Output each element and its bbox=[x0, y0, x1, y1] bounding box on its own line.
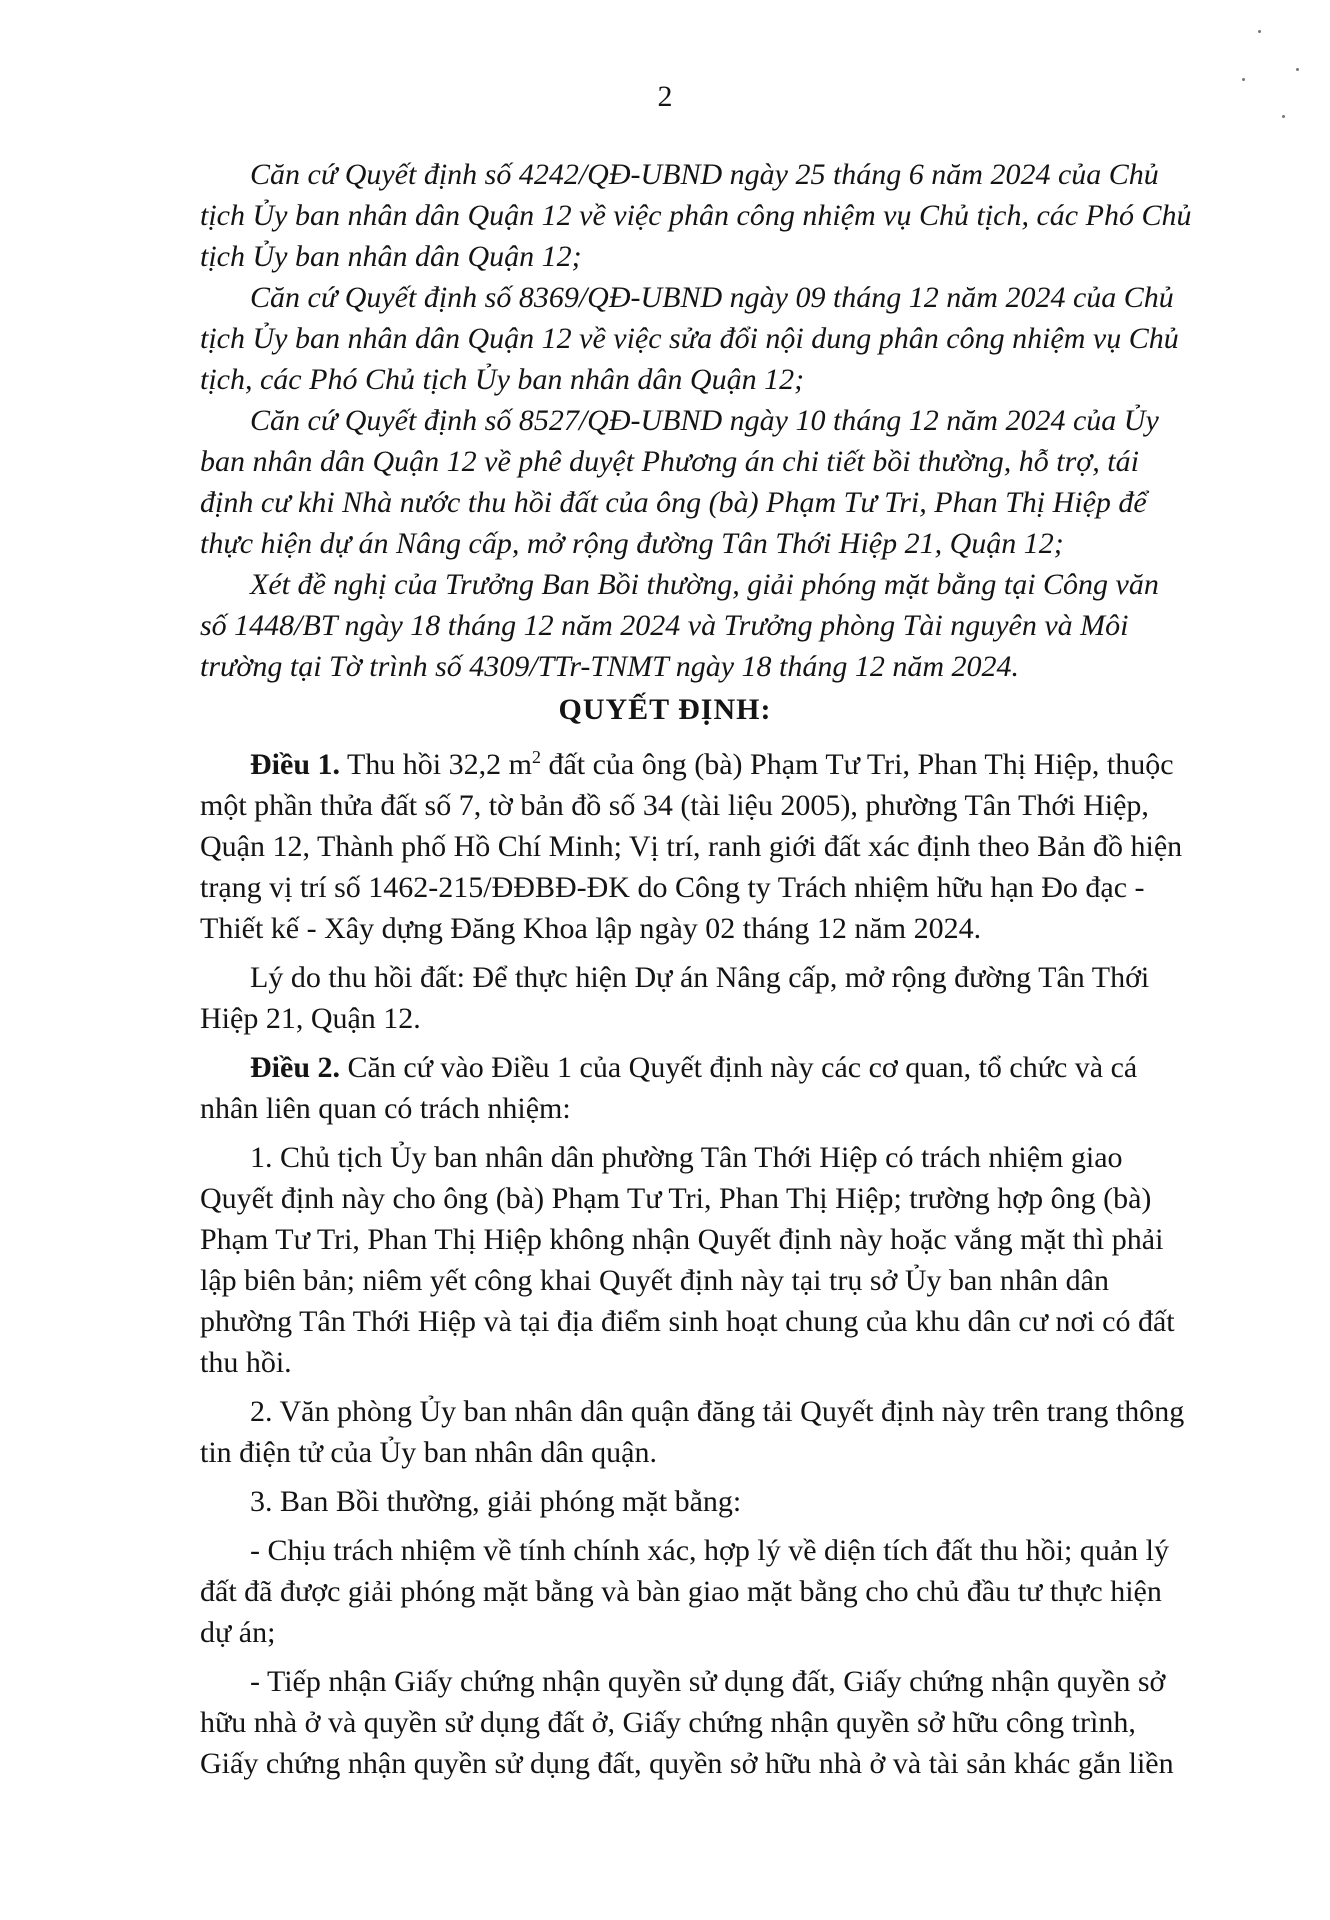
scan-speck bbox=[1258, 30, 1261, 33]
item-line: dự án; bbox=[200, 1616, 276, 1649]
dieu1-first-line bbox=[250, 745, 1174, 785]
cancu-line: tịch Ủy ban nhân dân Quận 12 về việc phân công nhiệm vụ Chủ tịch, các Phó Chủ bbox=[200, 199, 1192, 232]
dieu2-first-line bbox=[250, 1048, 1137, 1088]
item-line: hữu nhà ở và quyền sử dụng đất ở, Giấy chứng nhận quyền sở hữu công trình, bbox=[200, 1706, 1136, 1739]
item-line: đất đã được giải phóng mặt bằng và bàn giao mặt bằng cho chủ đầu tư thực hiện bbox=[200, 1575, 1162, 1608]
reason-line: Lý do thu hồi đất: Để thực hiện Dự án Nâng cấp, mở rộng đường Tân Thới bbox=[250, 961, 1150, 994]
item-line: phường Tân Thới Hiệp và tại địa điểm sinh hoạt chung của khu dân cư nơi có đất bbox=[200, 1305, 1175, 1338]
cancu-line: trường tại Tờ trình số 4309/TTr-TNMT ngày 18 tháng 12 năm 2024. bbox=[200, 650, 1020, 683]
cancu-line: tịch Ủy ban nhân dân Quận 12; bbox=[200, 240, 582, 273]
dieu1-text-pre: Thu hồi 32,2 m bbox=[340, 748, 532, 781]
item-line: 2. Văn phòng Ủy ban nhân dân quận đăng tải Quyết định này trên trang thông bbox=[250, 1395, 1185, 1428]
scan-speck bbox=[1282, 115, 1285, 118]
cancu-line: tịch Ủy ban nhân dân Quận 12 về việc sửa đổi nội dung phân công nhiệm vụ Chủ bbox=[200, 322, 1179, 355]
dieu2-label: Điều 2. bbox=[250, 1051, 340, 1084]
dieu2-line: nhân liên quan có trách nhiệm: bbox=[200, 1092, 571, 1125]
scan-speck bbox=[1242, 78, 1245, 81]
cancu-line: Xét đề nghị của Trưởng Ban Bồi thường, giải phóng mặt bằng tại Công văn bbox=[250, 568, 1159, 601]
item-line: thu hồi. bbox=[200, 1346, 292, 1379]
reason-line: Hiệp 21, Quận 12. bbox=[200, 1002, 421, 1035]
item-line: Giấy chứng nhận quyền sử dụng đất, quyền sở hữu nhà ở và tài sản khác gắn liền bbox=[200, 1747, 1174, 1780]
cancu-line: số 1448/BT ngày 18 tháng 12 năm 2024 và Trưởng phòng Tài nguyên và Môi bbox=[200, 609, 1129, 642]
item-line: Quyết định này cho ông (bà) Phạm Tư Tri, Phan Thị Hiệp; trường hợp ông (bà) bbox=[200, 1182, 1152, 1215]
item-line: lập biên bản; niêm yết công khai Quyết định này tại trụ sở Ủy ban nhân dân bbox=[200, 1264, 1109, 1297]
cancu-line: tịch, các Phó Chủ tịch Ủy ban nhân dân Quận 12; bbox=[200, 363, 805, 396]
cancu-line: Căn cứ Quyết định số 4242/QĐ-UBND ngày 25 tháng 6 năm 2024 của Chủ bbox=[250, 158, 1159, 191]
item-line: tin điện tử của Ủy ban nhân dân quận. bbox=[200, 1436, 657, 1469]
item-line: 3. Ban Bồi thường, giải phóng mặt bằng: bbox=[250, 1485, 742, 1518]
dieu1-line: Quận 12, Thành phố Hồ Chí Minh; Vị trí, ranh giới đất xác định theo Bản đồ hiện bbox=[200, 830, 1183, 863]
scan-speck bbox=[1296, 68, 1299, 71]
dieu1-line: trạng vị trí số 1462-215/ĐĐBĐ-ĐK do Công ty Trách nhiệm hữu hạn Đo đạc - bbox=[200, 871, 1145, 904]
cancu-line: ban nhân dân Quận 12 về phê duyệt Phương án chi tiết bồi thường, hỗ trợ, tái bbox=[200, 445, 1139, 478]
dieu1-line: Thiết kế - Xây dựng Đăng Khoa lập ngày 02 tháng 12 năm 2024. bbox=[200, 912, 982, 945]
item-line: 1. Chủ tịch Ủy ban nhân dân phường Tân Thới Hiệp có trách nhiệm giao bbox=[250, 1141, 1123, 1174]
dieu2-text: Căn cứ vào Điều 1 của Quyết định này các cơ quan, tổ chức và cá bbox=[340, 1051, 1138, 1084]
cancu-line: định cư khi Nhà nước thu hồi đất của ông (bà) Phạm Tư Tri, Phan Thị Hiệp để bbox=[200, 486, 1147, 519]
dieu1-text-post: đất của ông (bà) Phạm Tư Tri, Phan Thị Hiệp, thuộc bbox=[540, 748, 1174, 781]
decision-heading: QUYẾT ĐỊNH: bbox=[558, 693, 772, 726]
area-unit-superscript: 2 bbox=[531, 747, 541, 767]
page-number: 2 bbox=[657, 80, 673, 113]
cancu-line: Căn cứ Quyết định số 8369/QĐ-UBND ngày 09 tháng 12 năm 2024 của Chủ bbox=[250, 281, 1174, 314]
cancu-line: Căn cứ Quyết định số 8527/QĐ-UBND ngày 10 tháng 12 năm 2024 của Ủy bbox=[250, 404, 1159, 437]
cancu-line: thực hiện dự án Nâng cấp, mở rộng đường Tân Thới Hiệp 21, Quận 12; bbox=[200, 527, 1064, 560]
item-line: Phạm Tư Tri, Phan Thị Hiệp không nhận Quyết định này hoặc vắng mặt thì phải bbox=[200, 1223, 1164, 1256]
item-line: - Tiếp nhận Giấy chứng nhận quyền sử dụng đất, Giấy chứng nhận quyền sở bbox=[250, 1665, 1166, 1698]
dieu1-label: Điều 1. bbox=[250, 748, 340, 781]
dieu1-line: một phần thửa đất số 7, tờ bản đồ số 34 (tài liệu 2005), phường Tân Thới Hiệp, bbox=[200, 789, 1149, 822]
item-line: - Chịu trách nhiệm về tính chính xác, hợp lý về diện tích đất thu hồi; quản lý bbox=[250, 1534, 1169, 1567]
